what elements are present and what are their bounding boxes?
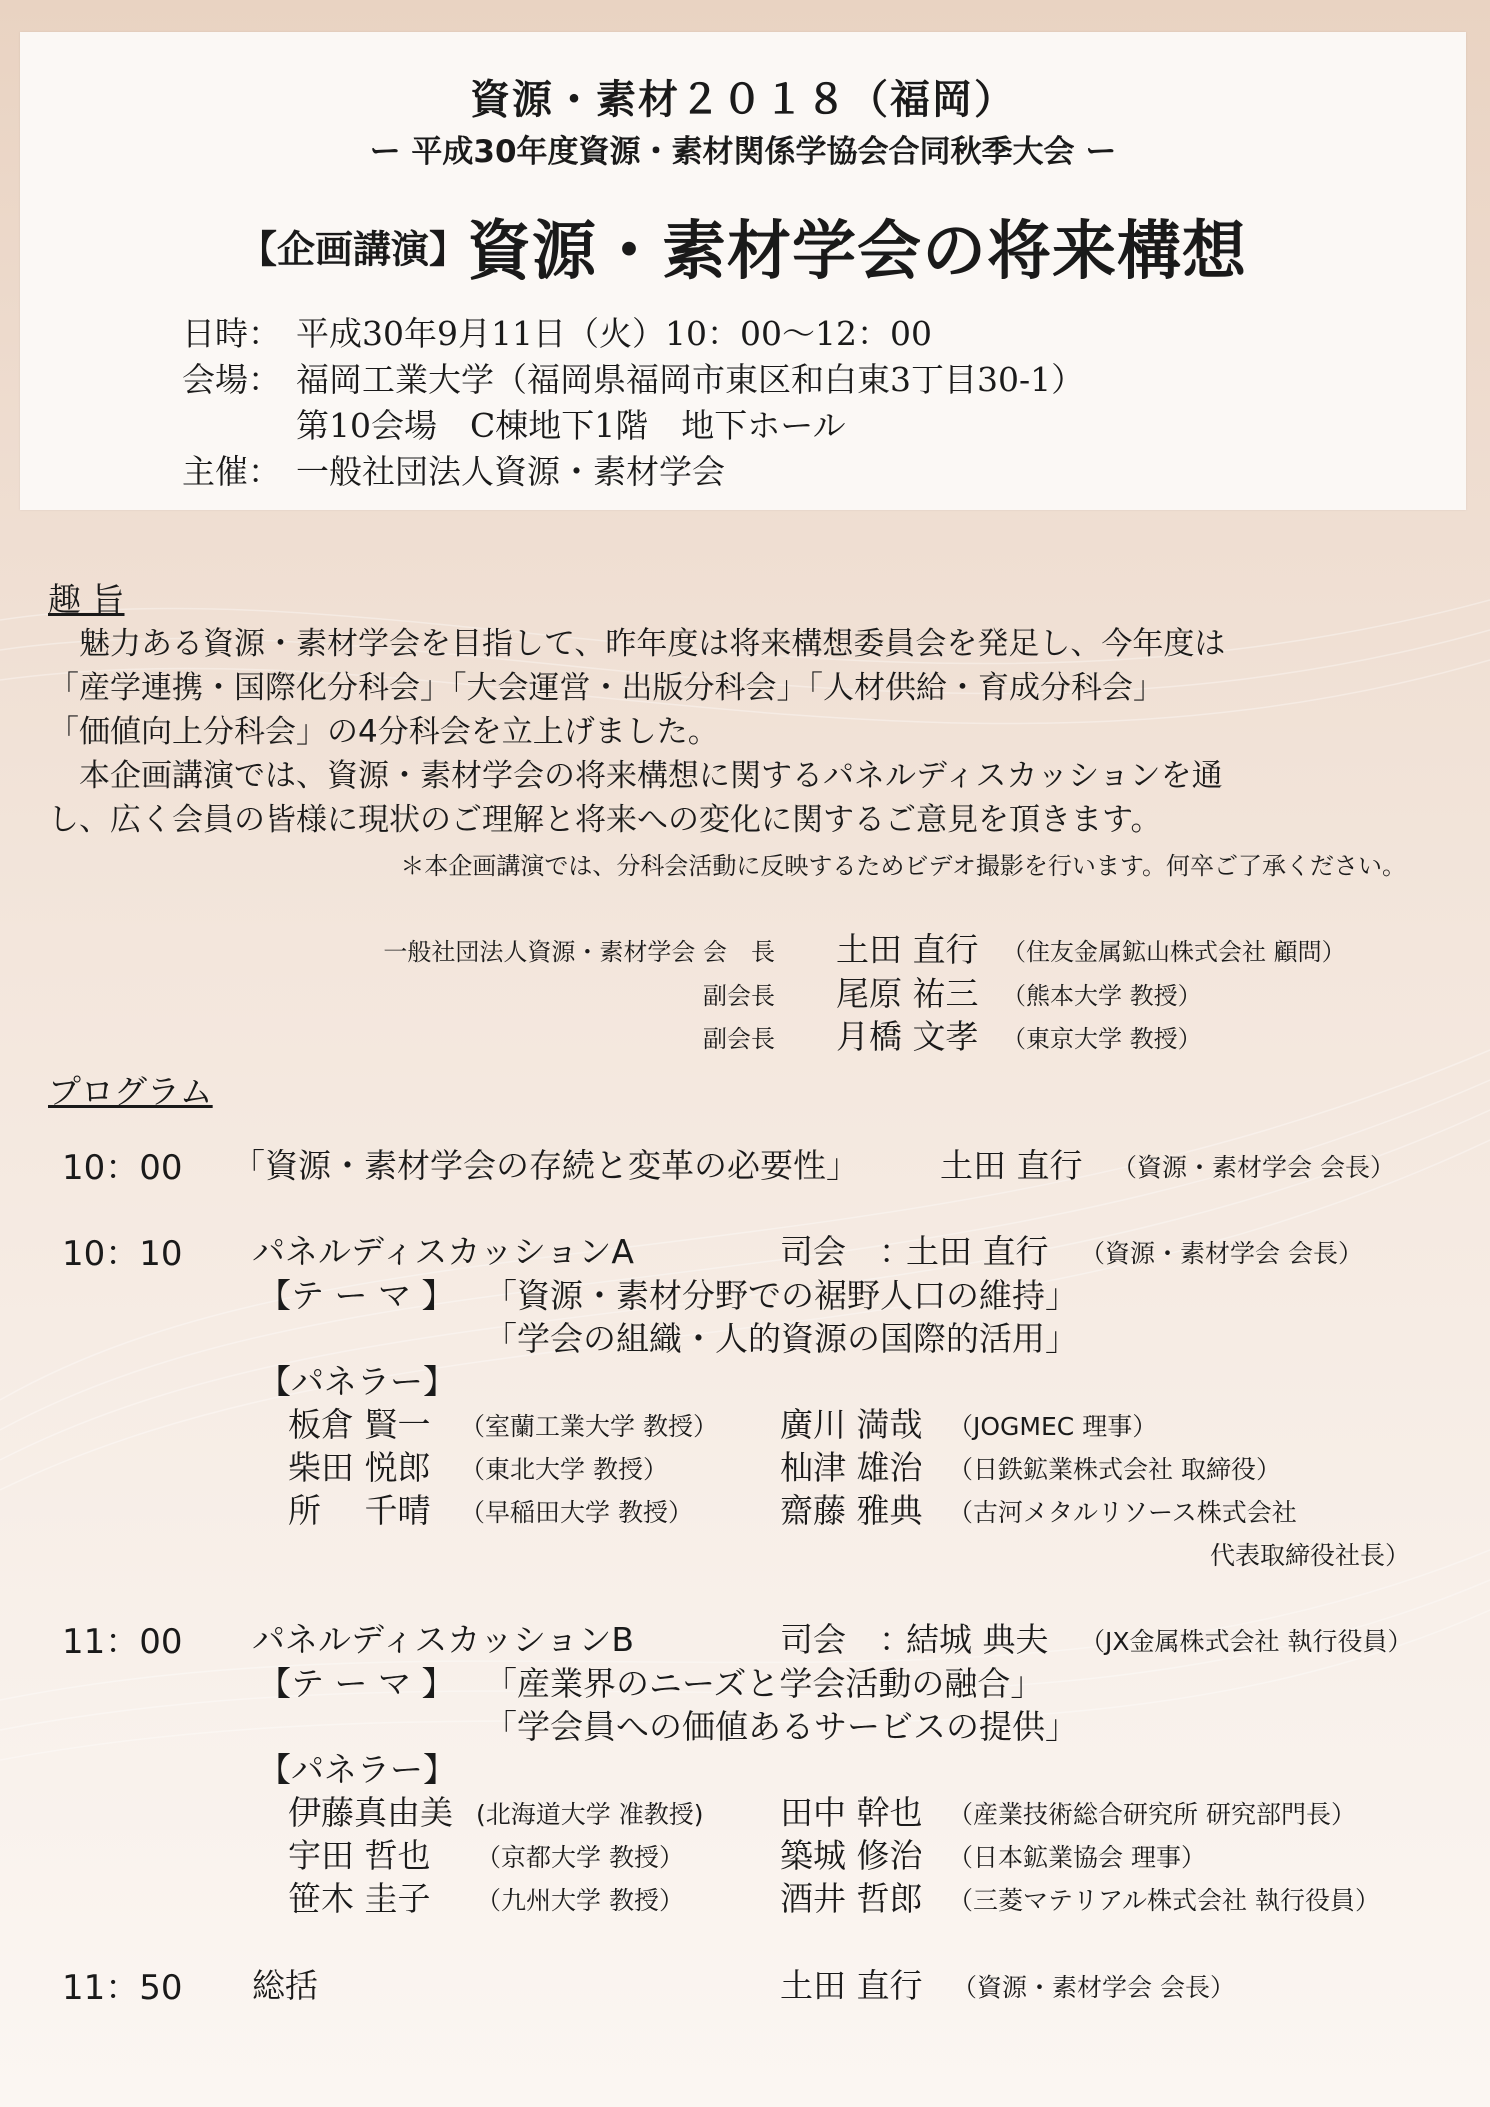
panel-label: 【パネラー】: [258, 1750, 456, 1789]
signatory-affiliation: （熊本大学 教授）: [1002, 982, 1202, 1010]
panelist-name: 田中 幹也: [780, 1793, 923, 1832]
moderator-affiliation: （資源・素材学会 会長）: [1080, 1239, 1363, 1268]
theme: 「学会の組織・人的資源の国際的活用」: [484, 1319, 1078, 1358]
program-title: 総括: [252, 1966, 318, 2005]
signatory-role: 副会長: [703, 982, 775, 1010]
purpose-heading: 趣 旨: [48, 580, 125, 619]
purpose-line: し、広く会員の皆様に現状のご理解と将来への変化に関するご意見を頂きます。: [48, 802, 1162, 838]
moderator-name: 土田 直行: [906, 1232, 1049, 1271]
panelist-name: 宇田 哲也: [288, 1836, 431, 1875]
signatory-name: 月橋 文孝: [836, 1017, 979, 1056]
lecture-label: 【企画講演】: [238, 227, 467, 272]
venue-value: 福岡工業大学（福岡県福岡市東区和白東3丁目30-1）: [296, 360, 1085, 399]
theme: 「資源・素材分野での裾野人口の維持」: [484, 1276, 1078, 1315]
moderator-label: 司会 ：: [780, 1232, 912, 1271]
organizer-label: 主催：: [182, 452, 281, 491]
program-speaker-affiliation: （資源・素材学会 会長）: [952, 1973, 1235, 2002]
signatory-name: 土田 直行: [836, 930, 979, 969]
date-value: 平成30年9月11日（火）10：00〜12：00: [296, 314, 932, 353]
signatory-name: 尾原 祐三: [836, 974, 979, 1013]
program-speaker: 土田 直行: [940, 1146, 1083, 1185]
lecture-title-row: [20, 200, 1466, 292]
program-heading: プログラム: [48, 1072, 213, 1111]
panelist-name: 廣川 満哉: [780, 1405, 923, 1444]
signatory-role: 一般社団法人資源・素材学会 会 長: [383, 938, 775, 966]
program-title: パネルディスカッションA: [252, 1232, 634, 1271]
organizer-value: 一般社団法人資源・素材学会: [296, 452, 725, 491]
panelist-affiliation: （古河メタルリソース株式会社: [948, 1498, 1297, 1527]
panel-label: 【パネラー】: [258, 1362, 456, 1401]
panelist-affiliation: （京都大学 教授）: [476, 1843, 684, 1872]
program-time: 11：00: [62, 1622, 183, 1662]
panelist-affiliation: （産業技術総合研究所 研究部門長）: [948, 1800, 1356, 1829]
event-title: 資源・素材２０１８（福岡）: [470, 77, 1016, 123]
moderator-name: 結城 典夫: [906, 1620, 1049, 1659]
program-speaker-affiliation: （資源・素材学会 会長）: [1112, 1153, 1395, 1182]
panelist-affiliation-continued: 代表取締役社長）: [1209, 1541, 1410, 1570]
panelist-name: 所 千晴: [288, 1491, 431, 1530]
panelist-name: 酒井 哲郎: [780, 1879, 923, 1918]
purpose-line: 魅力ある資源・素材学会を目指して、昨年度は将来構想委員会を発足し、今年度は: [48, 626, 1226, 662]
video-note: ＊本企画講演では、分科会活動に反映するためビデオ撮影を行います。何卒ご了承ください。: [400, 852, 1406, 880]
panelist-affiliation: (北海道大学 准教授): [476, 1800, 704, 1829]
panelist-affiliation: （JOGMEC 理事）: [948, 1412, 1158, 1441]
header-box: [20, 32, 1466, 510]
panelist-affiliation: （九州大学 教授）: [476, 1886, 684, 1915]
signatory-affiliation: （住友金属鉱山株式会社 顧問）: [1002, 938, 1346, 966]
panelist-name: 伊藤真由美: [288, 1793, 453, 1832]
purpose-line: 「産学連携・国際化分科会」「大会運営・出版分科会」「人材供給・育成分科会」: [48, 670, 1164, 706]
purpose-line: 本企画講演では、資源・素材学会の将来構想に関するパネルディスカッションを通: [48, 758, 1223, 794]
theme-label: 【テ ー マ 】: [258, 1276, 455, 1315]
panelist-name: 笹木 圭子: [288, 1879, 431, 1918]
panelist-affiliation: （東北大学 教授）: [460, 1455, 668, 1484]
program-time: 10：00: [62, 1148, 183, 1188]
panelist-affiliation: （早稲田大学 教授）: [460, 1498, 693, 1527]
program-time: 11：50: [62, 1968, 183, 2008]
lecture-title: 資源・素材学会の将来構想: [467, 215, 1247, 289]
panelist-affiliation: （日本鉱業協会 理事）: [948, 1843, 1206, 1872]
signatory-affiliation: （東京大学 教授）: [1002, 1025, 1202, 1053]
purpose-line: 「価値向上分科会」の4分科会を立上げました。: [48, 714, 719, 750]
panelist-name: 築城 修治: [780, 1836, 923, 1875]
signatory-role: 副会長: [703, 1025, 775, 1053]
theme: 「学会員への価値あるサービスの提供」: [484, 1707, 1078, 1746]
panelist-name: 齋藤 雅典: [780, 1491, 923, 1530]
event-subtitle: ー 平成30年度資源・素材関係学協会合同秋季大会 ー: [369, 134, 1117, 170]
panelist-affiliation: （室蘭工業大学 教授）: [460, 1412, 718, 1441]
program-time: 10：10: [62, 1234, 183, 1274]
panelist-name: 杣津 雄治: [780, 1448, 923, 1487]
panelist-name: 板倉 賢一: [288, 1405, 431, 1444]
program-title: パネルディスカッションB: [252, 1620, 635, 1659]
theme: 「産業界のニーズと学会活動の融合」: [484, 1664, 1044, 1703]
panelist-affiliation: （三菱マテリアル株式会社 執行役員）: [948, 1886, 1380, 1915]
moderator-affiliation: （JX金属株式会社 執行役員）: [1080, 1627, 1413, 1656]
program-speaker: 土田 直行: [780, 1966, 923, 2005]
date-label: 日時：: [182, 314, 281, 353]
venue-value-2: 第10会場 C棟地下1階 地下ホール: [296, 406, 846, 445]
venue-label: 会場：: [182, 360, 281, 399]
theme-label: 【テ ー マ 】: [258, 1664, 455, 1703]
panelist-affiliation: （日鉄鉱業株式会社 取締役）: [948, 1455, 1281, 1484]
program-title: 「資源・素材学会の存続と変革の必要性」: [232, 1146, 859, 1185]
moderator-label: 司会 ：: [780, 1620, 912, 1659]
panelist-name: 柴田 悦郎: [288, 1448, 431, 1487]
